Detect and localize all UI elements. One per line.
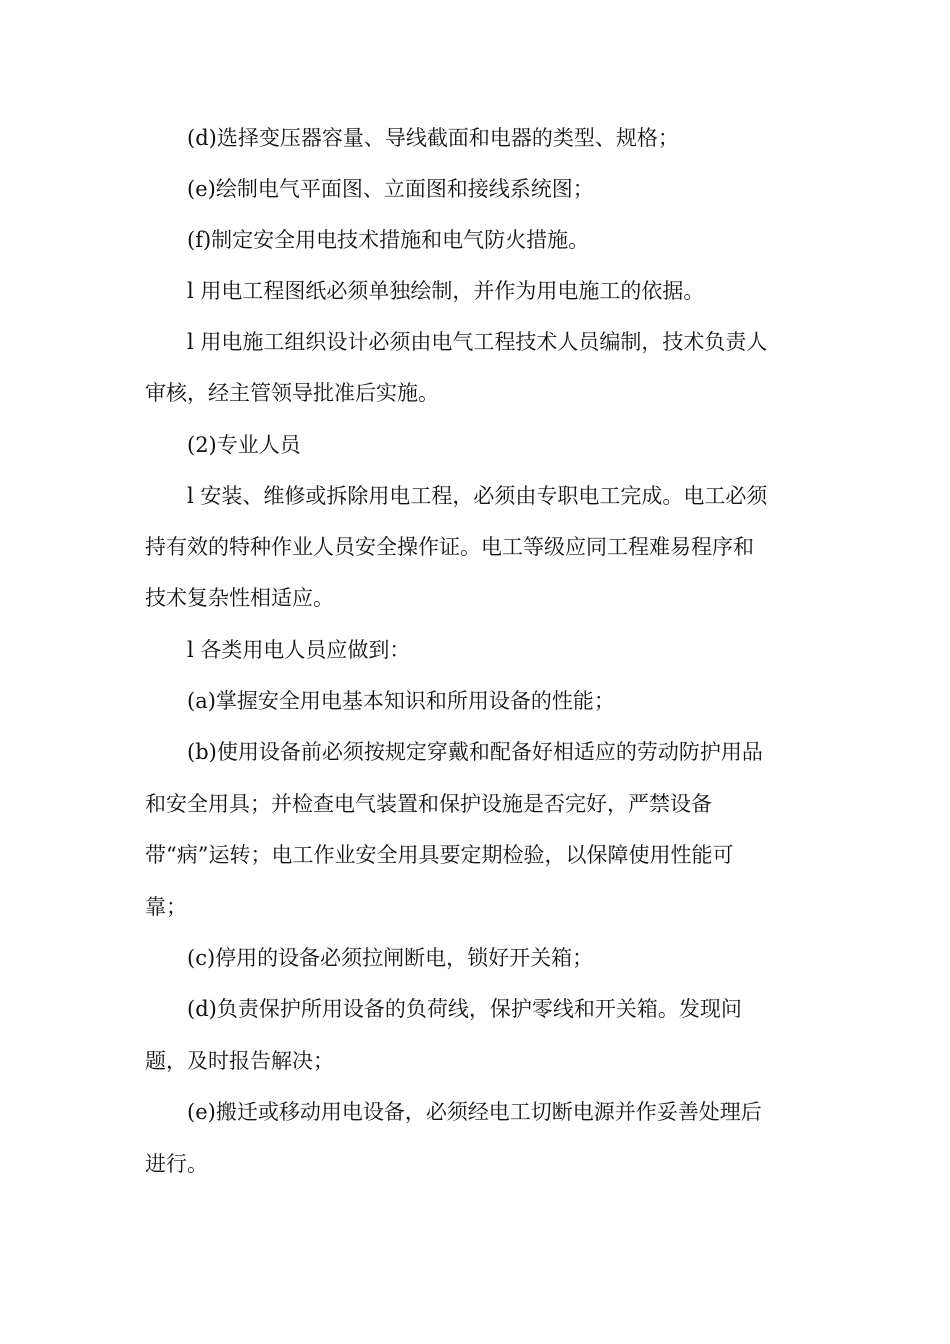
text-line: l 安装、维修或拆除用电工程，必须由专职电工完成。电工必须 — [187, 484, 768, 508]
text-line: 带“病”运转；电工作业安全用具要定期检验，以保障使用性能可 — [145, 843, 734, 867]
text-line: l 各类用电人员应做到： — [187, 638, 411, 662]
text-line: 靠； — [145, 895, 187, 919]
text-line: l 用电施工组织设计必须由电气工程技术人员编制，技术负责人 — [187, 330, 768, 354]
section-heading: (2)专业人员 — [187, 433, 301, 457]
text-line: l 用电工程图纸必须单独绘制，并作为用电施工的依据。 — [187, 279, 705, 303]
text-line: (a)掌握安全用电基本知识和所用设备的性能； — [187, 689, 615, 713]
text-line: (d)选择变压器容量、导线截面和电器的类型、规格； — [187, 126, 679, 150]
text-line: (e)搬迁或移动用电设备，必须经电工切断电源并作妥善处理后 — [187, 1100, 762, 1124]
text-line: 题，及时报告解决； — [145, 1049, 334, 1073]
text-line: (f)制定安全用电技术措施和电气防火措施。 — [187, 228, 590, 252]
text-line: (e)绘制电气平面图、立面图和接线系统图； — [187, 177, 594, 201]
text-line: 技术复杂性相适应。 — [145, 586, 334, 610]
text-line: 进行。 — [145, 1152, 208, 1176]
text-line: (c)停用的设备必须拉闸断电，锁好开关箱； — [187, 946, 594, 970]
text-line: (d)负责保护所用设备的负荷线，保护零线和开关箱。发现问 — [187, 997, 742, 1021]
text-line: 和安全用具；并检查电气装置和保护设施是否完好，严禁设备 — [145, 792, 712, 816]
text-line: (b)使用设备前必须按规定穿戴和配备好相适应的劳动防护用品 — [187, 740, 763, 764]
text-line: 持有效的特种作业人员安全操作证。电工等级应同工程难易程序和 — [145, 535, 754, 559]
text-line: 审核，经主管领导批准后实施。 — [145, 381, 439, 405]
